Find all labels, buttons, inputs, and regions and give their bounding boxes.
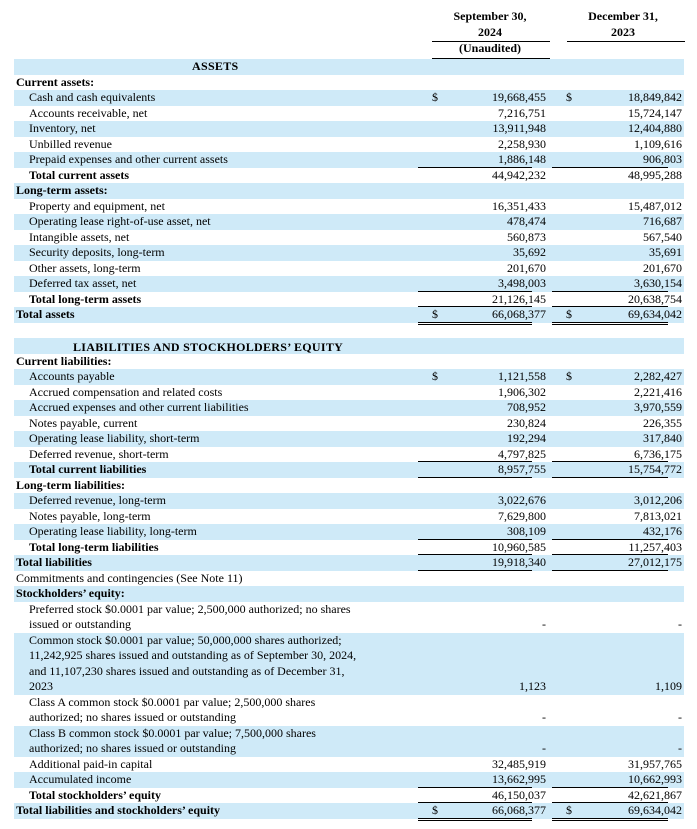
value-december-31-2023: 567,540 [643, 229, 682, 244]
column-header-line: December 31, [588, 9, 658, 23]
statement-row [14, 338, 684, 354]
row-label: Accrued expenses and other current liabilities [29, 400, 249, 414]
value-december-31-2023: 31,957,765 [628, 756, 682, 771]
currency-symbol: $ [566, 307, 572, 321]
statement-row [14, 354, 684, 370]
row-label: Stockholders’ equity: [16, 586, 125, 600]
currency-symbol: $ [566, 369, 572, 383]
spacer-rule [418, 306, 532, 307]
statement-row [14, 59, 684, 75]
value-september-30-2024: 3,022,676 [498, 493, 546, 507]
value-september-30-2024: 2,258,930 [498, 136, 546, 151]
header-underline [432, 41, 550, 42]
value-december-31-2023: 201,670 [643, 260, 682, 275]
row-label: Total liabilities and stockholders’ equity [16, 803, 221, 817]
row-label: Intangible assets, net [29, 229, 130, 244]
row-label: Total long-term liabilities [29, 539, 159, 554]
value-december-31-2023: 716,687 [643, 214, 682, 228]
value-september-30-2024: 478,474 [507, 214, 546, 228]
row-label: Notes payable, current [29, 415, 138, 430]
value-september-30-2024: 10,960,585 [492, 539, 546, 554]
value-december-31-2023: 906,803 [643, 152, 682, 166]
value-september-30-2024: 1,906,302 [498, 384, 546, 399]
value-september-30-2024: 35,692 [513, 245, 546, 259]
value-december-31-2023: 2,282,427 [634, 369, 682, 383]
spacer-rule [418, 539, 532, 540]
header-underline [567, 41, 685, 42]
statement-row [14, 261, 684, 277]
row-label: Additional paid-in capital [29, 756, 153, 771]
row-label: Total current liabilities [29, 462, 147, 476]
statement-row [14, 168, 684, 184]
row-label: Class B common stock $0.0001 par value; 7,500,000 shares authorized; no shares issued or outstanding [29, 725, 316, 755]
column-header-line: (Unaudited) [458, 41, 521, 55]
statement-row [14, 369, 684, 385]
spacer-rule [418, 554, 532, 555]
currency-symbol: $ [432, 369, 438, 383]
spacer-rule [418, 787, 532, 788]
value-december-31-2023: 2,221,416 [634, 384, 682, 399]
row-label: Commitments and contingencies (See Note 11) [16, 570, 243, 585]
statement-row [14, 214, 684, 230]
double-underline [418, 818, 532, 821]
row-label: Notes payable, long-term [29, 508, 151, 523]
double-underline [552, 818, 668, 821]
column-header-line: 2023 [611, 25, 635, 39]
statement-row [14, 416, 684, 432]
value-december-31-2023: 15,754,772 [628, 462, 682, 476]
value-december-31-2023: - [678, 710, 682, 724]
value-september-30-2024: 32,485,919 [492, 756, 546, 771]
value-september-30-2024: 708,952 [507, 400, 546, 414]
value-september-30-2024: 3,498,003 [498, 276, 546, 290]
spacer-rule [552, 787, 668, 788]
value-september-30-2024: - [542, 710, 546, 724]
row-label: Operating lease right-of-use asset, net [29, 214, 211, 228]
spacer-rule [418, 802, 532, 803]
row-label: ASSETS [192, 59, 239, 73]
value-september-30-2024: 21,126,145 [492, 291, 546, 306]
statement-row [14, 788, 684, 804]
value-december-31-2023: 35,691 [649, 245, 682, 259]
statement-row [14, 385, 684, 401]
statement-row [14, 90, 684, 106]
statement-row [14, 121, 684, 137]
value-december-31-2023: 1,109,616 [634, 136, 682, 151]
column-header-line: September 30, [453, 9, 527, 23]
value-september-30-2024: 308,109 [507, 524, 546, 538]
row-label: Total current assets [29, 167, 129, 182]
statement-row [14, 183, 684, 199]
spacer-rule [552, 306, 668, 307]
row-label: Class A common stock $0.0001 par value; 2,500,000 shares authorized; no shares issued or outstanding [29, 694, 316, 724]
statement-row [14, 478, 684, 494]
value-december-31-2023: - [678, 741, 682, 755]
value-september-30-2024: 46,150,037 [492, 787, 546, 802]
row-label: LIABILITIES AND STOCKHOLDERS’ EQUITY [73, 340, 344, 354]
statement-row [14, 292, 684, 308]
value-december-31-2023: 7,813,021 [634, 508, 682, 523]
row-label: Deferred revenue, long-term [29, 493, 166, 507]
spacer-row [14, 323, 684, 339]
column-header-september-30-2024 [430, 8, 550, 56]
statement-row [14, 137, 684, 153]
value-december-31-2023: 3,970,559 [634, 400, 682, 414]
statement-row [14, 493, 684, 509]
statement-row [14, 540, 684, 556]
statement-row [14, 772, 684, 788]
value-december-31-2023: 1,109 [655, 679, 682, 693]
value-september-30-2024: 1,123 [519, 679, 546, 693]
value-september-30-2024: 44,942,232 [492, 167, 546, 182]
row-label: Total liabilities [16, 555, 92, 569]
value-december-31-2023: 15,487,012 [628, 198, 682, 213]
value-december-31-2023: 12,404,880 [628, 121, 682, 135]
value-december-31-2023: 42,621,867 [628, 787, 682, 802]
value-september-30-2024: 7,629,800 [498, 508, 546, 523]
row-label: Property and equipment, net [29, 198, 165, 213]
row-label: Long-term liabilities: [16, 477, 125, 492]
value-december-31-2023: 10,662,993 [628, 772, 682, 786]
value-december-31-2023: 48,995,288 [628, 167, 682, 182]
currency-symbol: $ [566, 90, 572, 104]
statement-row [14, 276, 684, 292]
statement-row [14, 230, 684, 246]
spacer-rule [418, 461, 532, 462]
currency-symbol: $ [432, 90, 438, 104]
value-september-30-2024: 8,957,755 [498, 462, 546, 476]
statement-row [14, 524, 684, 540]
row-label: Total stockholders’ equity [29, 787, 162, 802]
value-december-31-2023: 317,840 [643, 431, 682, 445]
row-label: Accumulated income [29, 772, 132, 786]
statement-row [14, 400, 684, 416]
value-december-31-2023: 15,724,147 [628, 105, 682, 120]
spacer-rule [552, 802, 668, 803]
spacer-rule [552, 539, 668, 540]
value-september-30-2024: 560,873 [507, 229, 546, 244]
statement-row [14, 586, 684, 602]
statement-row [14, 633, 684, 695]
spacer-rule [418, 167, 532, 168]
statement-row [14, 462, 684, 478]
statement-row [14, 447, 684, 463]
statement-row [14, 695, 684, 726]
value-september-30-2024: 201,670 [507, 260, 546, 275]
statement-row [14, 803, 684, 819]
currency-symbol: $ [432, 803, 438, 817]
value-december-31-2023: 3,012,206 [634, 493, 682, 507]
value-september-30-2024: 19,918,340 [492, 555, 546, 569]
currency-symbol: $ [432, 307, 438, 321]
row-label: Current liabilities: [16, 353, 112, 368]
value-september-30-2024: - [542, 741, 546, 755]
statement-row [14, 602, 684, 633]
row-label: Preferred stock $0.0001 par value; 2,500,000 authorized; no shares issued or outstanding [29, 601, 351, 631]
statement-row [14, 509, 684, 525]
currency-symbol: $ [566, 803, 572, 817]
spacer-rule [418, 291, 532, 292]
value-september-30-2024: 192,294 [507, 431, 546, 445]
row-label: Long-term assets: [16, 183, 108, 197]
value-september-30-2024: - [542, 617, 546, 631]
row-label: Common stock $0.0001 par value; 50,000,000 shares authorized; 11,242,925 shares issued and outstanding as of September 30, 2024, and 11,107,230 shares issued and outstanding as of December 31, 2023 [29, 632, 357, 693]
value-december-31-2023: 69,634,042 [628, 803, 682, 817]
row-label: Total assets [16, 307, 75, 321]
value-september-30-2024: 19,668,455 [492, 90, 546, 104]
statement-row [14, 726, 684, 757]
statement-row [14, 307, 684, 323]
spacer-rule [552, 461, 668, 462]
row-label: Current assets: [16, 74, 95, 89]
column-header-december-31-2023 [563, 8, 683, 40]
value-september-30-2024: 1,886,148 [498, 152, 546, 166]
column-header-line: 2024 [478, 25, 502, 39]
row-label: Security deposits, long-term [29, 245, 165, 259]
statement-row [14, 106, 684, 122]
value-december-31-2023: - [678, 617, 682, 631]
value-december-31-2023: 27,012,175 [628, 555, 682, 569]
row-label: Accounts payable [29, 369, 115, 383]
row-label: Accrued compensation and related costs [29, 384, 223, 399]
value-december-31-2023: 432,176 [643, 524, 682, 538]
row-label: Operating lease liability, short-term [29, 431, 200, 445]
value-september-30-2024: 7,216,751 [498, 105, 546, 120]
value-december-31-2023: 69,634,042 [628, 307, 682, 321]
value-december-31-2023: 11,257,403 [628, 539, 682, 554]
value-december-31-2023: 18,849,842 [628, 90, 682, 104]
spacer-rule [552, 554, 668, 555]
statement-row [14, 75, 684, 91]
value-september-30-2024: 4,797,825 [498, 446, 546, 461]
value-december-31-2023: 226,355 [643, 415, 682, 430]
spacer-rule [552, 291, 668, 292]
value-september-30-2024: 16,351,433 [492, 198, 546, 213]
statement-row [14, 571, 684, 587]
row-label: Accounts receivable, net [29, 105, 148, 120]
statement-row [14, 199, 684, 215]
value-september-30-2024: 1,121,558 [498, 369, 546, 383]
spacer-rule [552, 167, 668, 168]
statement-row [14, 757, 684, 773]
statement-row [14, 555, 684, 571]
value-september-30-2024: 66,068,377 [492, 307, 546, 321]
row-label: Inventory, net [29, 121, 96, 135]
value-september-30-2024: 66,068,377 [492, 803, 546, 817]
value-september-30-2024: 230,824 [507, 415, 546, 430]
row-label: Prepaid expenses and other current assets [29, 152, 228, 166]
row-label: Deferred revenue, short-term [29, 446, 169, 461]
row-label: Total long-term assets [29, 291, 142, 306]
statement-row [14, 245, 684, 261]
statement-row [14, 431, 684, 447]
statement-row [14, 152, 684, 168]
row-label: Cash and cash equivalents [29, 90, 156, 104]
row-label: Unbilled revenue [29, 136, 112, 151]
value-december-31-2023: 3,630,154 [634, 276, 682, 290]
row-label: Other assets, long-term [29, 260, 141, 275]
value-december-31-2023: 20,638,754 [628, 291, 682, 306]
value-september-30-2024: 13,911,948 [492, 121, 546, 135]
value-december-31-2023: 6,736,175 [634, 446, 682, 461]
value-september-30-2024: 13,662,995 [492, 772, 546, 786]
row-label: Operating lease liability, long-term [29, 524, 197, 538]
row-label: Deferred tax asset, net [29, 276, 137, 290]
